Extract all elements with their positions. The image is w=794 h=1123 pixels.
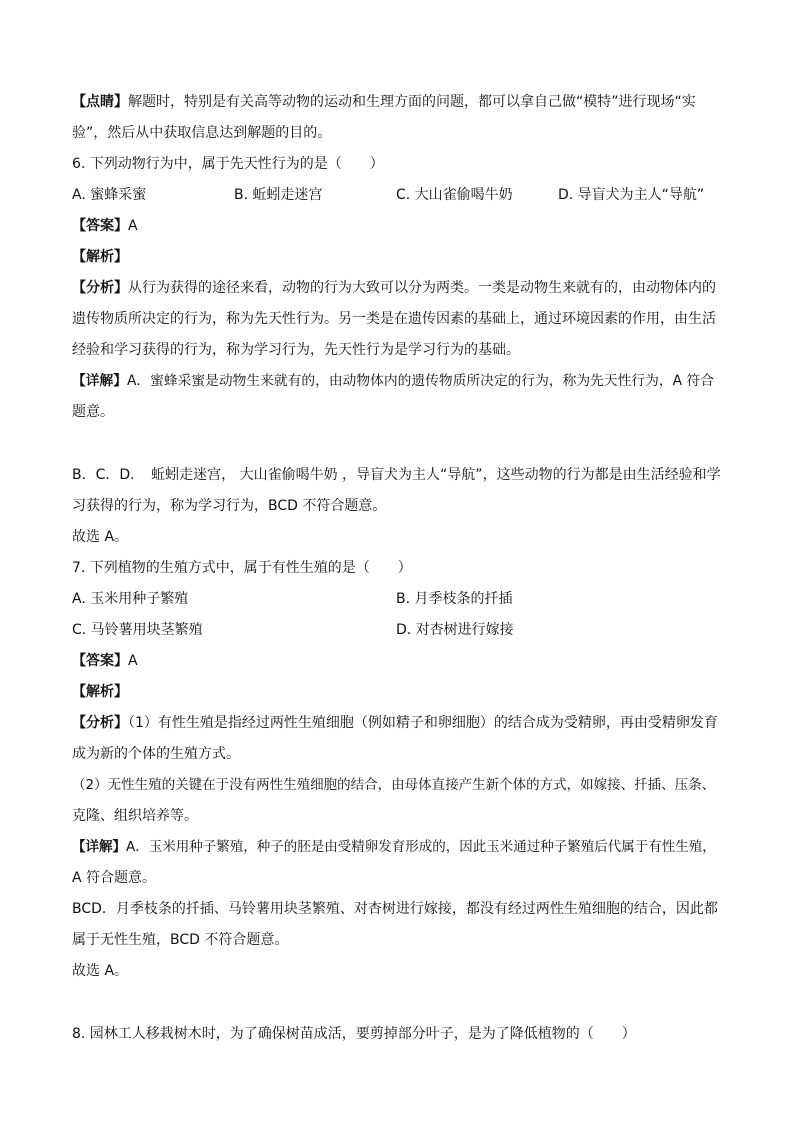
q7-conclusion: 故选 A。 [72, 963, 129, 979]
q7-bcd-line-1: BCD．月季枝条的扦插、马铃薯用块茎繁殖、对杏树进行嫁接，都没有经过两性生殖细胞的结合，因此都 [72, 901, 718, 917]
q7-stem: 7. 下列植物的生殖方式中，属于有性生殖的是（ ） [72, 560, 412, 576]
dianjing-tag: 【点睛】 [72, 94, 128, 110]
q7-jiexi-tag: 【解析】 [72, 684, 128, 700]
q7-fenxi-line-1 [72, 713, 724, 733]
q7-fenxi-text-1: （1）有性生殖是指经过两性生殖细胞（例如精子和卵细胞）的结合成为受精卵，再由受精卵发育 [128, 715, 718, 731]
q6-bcd-line-1: B．C．D． 蚯蚓走迷宫， 大山雀偷喝牛奶 ，导盲犬为主人“导航”，这些动物的行为都是由生活经验和学 [72, 467, 721, 483]
q7-option-d: D. 对杏树进行嫁接 [396, 622, 514, 638]
q6-answer-tag: 【答案】 [72, 218, 128, 234]
q6-option-b: B. 蚯蚓走迷宫 [234, 187, 323, 203]
q7-bcd-line-2: 属于无性生殖，BCD 不符合题意。 [72, 932, 289, 948]
q7-xiangjie-text-1: A．玉米用种子繁殖，种子的胚是由受精卵发育形成的，因此玉米通过种子繁殖后代属于有性生殖， [126, 839, 716, 855]
q7-xiangjie-tag: 【详解】 [72, 839, 126, 855]
q7-option-c: C. 马铃薯用块茎繁殖 [72, 622, 203, 638]
q8-stem: 8. 园林工人移栽树木时，为了确保树苗成活，要剪掉部分叶子，是为了降低植物的（ ） [72, 1026, 636, 1042]
q6-jiexi-tag: 【解析】 [72, 249, 128, 265]
q7-fenxi-line-4: 克隆、组织培养等。 [72, 808, 198, 824]
dianjing-line-1 [72, 92, 724, 112]
dianjing-line-2: 验”，然后从中获取信息达到解题的目的。 [72, 125, 332, 141]
q7-answer-value: A [128, 653, 138, 669]
q7-option-a: A. 玉米用种子繁殖 [72, 591, 189, 607]
dianjing-text-1: 解题时，特别是有关高等动物的运动和生理方面的问题，都可以拿自己做“模特”进行现场“实 [128, 94, 696, 110]
q7-fenxi-line-3: （2）无性生殖的关键在于没有两性生殖细胞的结合，由母体直接产生新个体的方式，如嫁接、扦插、压条、 [72, 777, 716, 793]
q6-conclusion: 故选 A。 [72, 529, 129, 545]
q7-fenxi-tag: 【分析】 [72, 715, 128, 731]
q6-stem: 6. 下列动物行为中，属于先天性行为的是（ ） [72, 156, 384, 172]
q6-option-c: C. 大山雀偷喝牛奶 [396, 187, 513, 203]
q6-xiangjie-tag: 【详解】 [72, 373, 128, 389]
q7-answer-tag: 【答案】 [72, 653, 128, 669]
q6-option-a: A. 蜜蜂采蜜 [72, 187, 147, 203]
q6-xiangjie-text-1: A．蜜蜂采蜜是动物生来就有的，由动物体内的遗传物质所决定的行为，称为先天性行为，A 符合 [127, 373, 714, 389]
q6-fenxi-line-3: 经验和学习获得的行为，称为学习行为，先天性行为是学习行为的基础。 [72, 342, 520, 358]
q6-answer-value: A [128, 218, 138, 234]
q6-fenxi-text-1: 从行为获得的途径来看，动物的行为大致可以分为两类。一类是动物生来就有的，由动物体内的 [128, 280, 716, 296]
q7-fenxi-line-2: 成为新的个体的生殖方式。 [72, 746, 240, 762]
q7-xiangjie-line-2: A 符合题意。 [72, 870, 157, 886]
q7-option-b: B. 月季枝条的扦插 [396, 591, 513, 607]
q6-fenxi-tag: 【分析】 [72, 280, 128, 296]
q6-xiangjie-line-1 [72, 371, 724, 391]
q6-xiangjie-line-2: 题意。 [72, 404, 114, 420]
q6-option-d: D. 导盲犬为主人“导航” [558, 187, 705, 203]
q7-xiangjie-line-1 [72, 837, 724, 857]
q7-answer [72, 651, 724, 671]
q6-fenxi-line-1 [72, 278, 724, 298]
q6-bcd-line-2: 习获得的行为，称为学习行为，BCD 不符合题意。 [72, 498, 387, 514]
q6-answer [72, 216, 724, 236]
q6-fenxi-line-2: 遗传物质所决定的行为，称为先天性行为。另一类是在遗传因素的基础上，通过环境因素的作用，由生活 [72, 311, 716, 327]
